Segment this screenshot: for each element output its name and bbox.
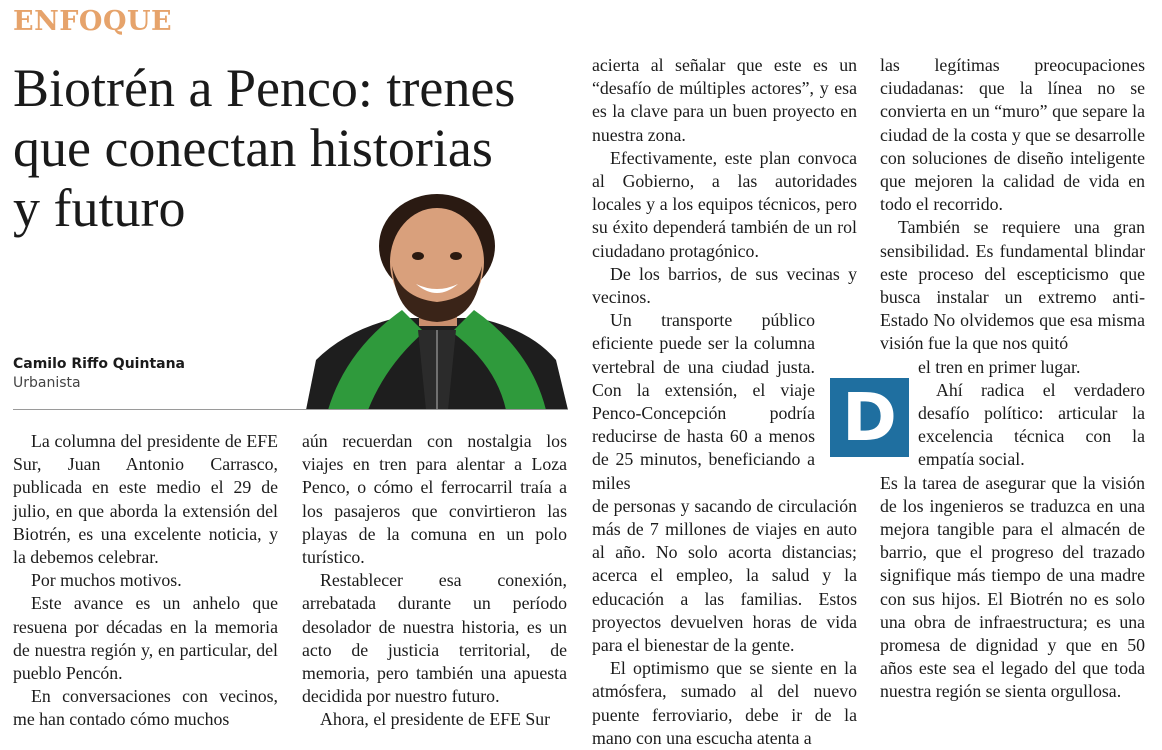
paragraph: La columna del presidente de EFE Sur, Juan Antonio Carrasco, publicada en este medio el 29 de julio, en que aborda la extensión del Biotrén, es una excelente noticia, y la debemos celebrar. <box>13 431 278 568</box>
paragraph: Este avance es un anhelo que resuena por décadas en la memoria de nuestra región y, en particular, del pueblo Pencón. <box>13 593 278 684</box>
paragraph: Ahora, el presidente de EFE Sur <box>320 709 551 730</box>
author-role: Urbanista <box>13 375 81 391</box>
headline-line-1: Biotrén a Penco: trenes <box>13 58 516 118</box>
paragraph: Por muchos motivos. <box>31 570 182 591</box>
paragraph: acierta al señalar que este es un “desafío de múltiples actores”, y esa es la clave para un buen proyecto en nuestra zona. <box>592 55 857 145</box>
drop-cap-box: D <box>830 378 909 457</box>
article-column-2 <box>302 430 567 732</box>
paragraph: En conversaciones con vecinos, me han contado cómo muchos <box>13 686 278 730</box>
paragraph: el tren en primer lugar. <box>918 356 1081 377</box>
article-column-4 <box>880 54 1145 704</box>
paragraph: Es la tarea de asegurar que la visión de los ingenieros se traduzca en una mejora tangible para el almacén de barrio, que el progreso del trazado signifique más tiempo de una madre con sus hijos. El Biotrén no es solo una obra de infraestructura; es una promesa de dignidad y que en 50 años este sea el legado del que toda nuestra región se sienta orgullosa. <box>880 472 1145 702</box>
author-name: Camilo Riffo Quintana <box>13 356 185 372</box>
article-column-1 <box>13 430 278 732</box>
author-photo <box>306 180 568 410</box>
headline-line-2: que conectan historias <box>13 118 493 178</box>
headline-line-3: y futuro <box>13 178 186 238</box>
paragraph: Restablecer esa conexión, arrebatada durante un período desolador de nuestra historia, es un acto de justicia territorial, de memoria, pero también una apuesta decidida por nuestro futuro. <box>302 570 567 707</box>
paragraph: Un transporte público eficiente puede ser la columna vertebral de una ciudad justa. Con la extensión, el viaje Penco-Concepción podría reducirse de hasta 60 a menos de 25 minutos, beneficiando a miles <box>592 310 815 493</box>
article-column-3 <box>592 54 857 750</box>
byline-divider <box>13 409 568 410</box>
paragraph: El optimismo que se siente en la atmósfera, sumado al del nuevo puente ferroviario, debe ir de la mano con una escucha atenta a <box>592 658 857 748</box>
paragraph: Efectivamente, este plan convoca al Gobierno, a las autoridades locales y a los equipos técnicos, pero su éxito dependerá también de un rol ciudadano protagónico. <box>592 147 857 261</box>
paragraph: De los barrios, de sus vecinas y vecinos. <box>592 263 857 308</box>
section-tag: ENFOQUE <box>13 6 173 37</box>
paragraph: las legítimas preocupaciones ciudadanas: que la línea no se convierta en un “muro” que separe la ciudad de la costa y que se desarrolle con soluciones de diseño inteligente que mejoren la calidad de vida en todo el recorrido. <box>880 55 1145 215</box>
paragraph: También se requiere una gran sensibilidad. Es fundamental blindar este proceso del escepticismo que busca instalar un extremo anti-Estado No olvidemos que esa misma visión fue la que nos quitó <box>880 217 1145 354</box>
paragraph: Ahí radica el verdadero desafío político: articular la excelencia técnica con la empatía social. <box>918 379 1145 470</box>
paragraph: aún recuerdan con nostalgia los viajes en tren para alentar a Loza Penco, o cómo el ferrocarril traía a los pasajeros que convirtieron las playas de la comuna en un polo turístico. <box>302 431 567 568</box>
paragraph: de personas y sacando de circulación más de 7 millones de viajes en auto al año. No solo acorta distancias; acerca el empleo, la salud y la educación a las familias. Estos proyectos devuelven horas de vida para el bienestar de la gente. <box>592 495 857 656</box>
